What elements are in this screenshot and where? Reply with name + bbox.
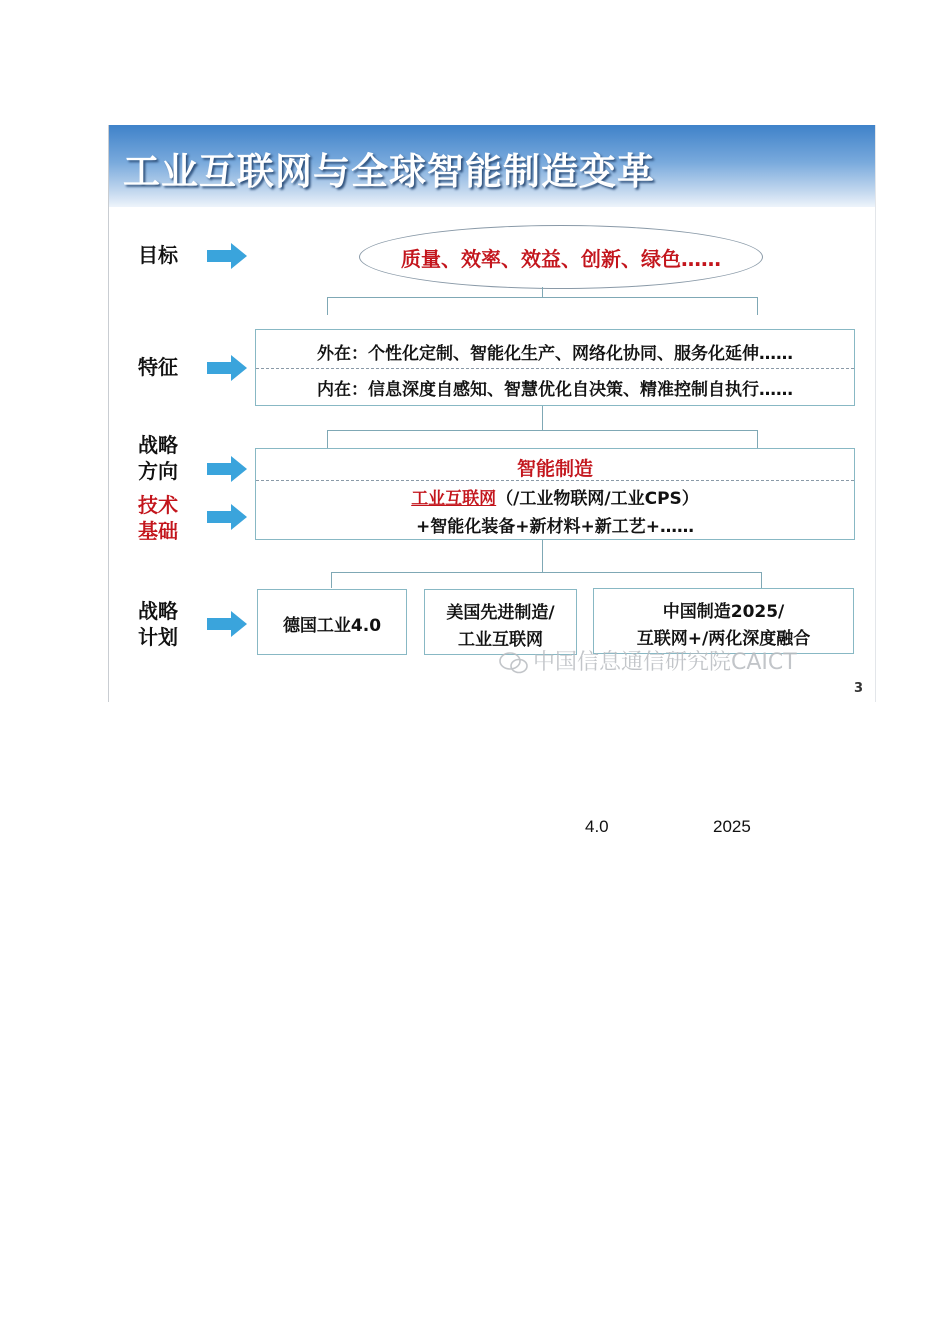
- tech-connector: [331, 572, 762, 588]
- direction-divider: [256, 480, 854, 481]
- goal-content: 质量、效率、效益、创新、绿色……: [401, 247, 721, 271]
- goal-connector: [327, 297, 758, 315]
- direction-arrow-icon: [207, 455, 247, 483]
- tech-arrow-icon: [207, 503, 247, 531]
- tech-label-line2: 基础: [138, 519, 178, 543]
- tech-main-rest: （/工业物联网/工业CPS）: [496, 489, 699, 509]
- slide-watermark: [499, 645, 797, 676]
- slide-image: [108, 125, 876, 702]
- goal-ellipse: [359, 225, 763, 289]
- plan-china-line1: 中国制造2025/: [662, 602, 785, 622]
- caption-number-1: 4.0: [585, 817, 609, 836]
- features-box: [255, 329, 855, 406]
- watermark-text: 中国信息通信研究院CAICT: [533, 650, 797, 675]
- slide-page-number: 3: [853, 681, 863, 696]
- plan-germany-box: [257, 589, 407, 655]
- features-connector: [327, 430, 758, 448]
- features-divider: [256, 368, 854, 369]
- goal-connector-stub: [542, 287, 543, 297]
- tech-label-line1: 技术: [138, 493, 178, 517]
- features-label: 特征: [138, 355, 178, 379]
- direction-label-line1: 战略: [138, 433, 178, 457]
- plan-china-line2: 互联网+/两化深度融合: [636, 629, 811, 649]
- direction-label-line2: 方向: [138, 459, 178, 483]
- goal-arrow-icon: [207, 242, 247, 270]
- plan-usa-line2: 工业互联网: [458, 630, 543, 650]
- plan-arrow-icon: [207, 610, 247, 638]
- slide-title-bar: [109, 125, 875, 207]
- plan-germany: 德国工业4.0: [282, 616, 382, 636]
- plan-label-line1: 战略: [138, 599, 178, 623]
- features-arrow-icon: [207, 354, 247, 382]
- plan-usa-line1: 美国先进制造/: [446, 603, 555, 623]
- direction-content: 智能制造: [516, 458, 593, 480]
- plan-label-line2: 计划: [138, 625, 178, 649]
- caption-number-2: 2025: [713, 817, 751, 836]
- tech-extra: +智能化装备+新材料+新工艺+……: [416, 517, 694, 537]
- goal-label: 目标: [138, 243, 178, 267]
- slide-title: 工业互联网与全球智能制造变革: [123, 150, 655, 193]
- features-internal: 内在：信息深度自感知、智慧优化自决策、精准控制自执行……: [317, 380, 793, 400]
- wechat-icon: [499, 652, 529, 674]
- tech-main-highlight: 工业互联网: [411, 489, 497, 509]
- direction-tech-box: [255, 448, 855, 540]
- tech-main: [256, 484, 854, 509]
- tech-connector-stub: [542, 540, 543, 572]
- features-external: 外在：个性化定制、智能化生产、网络化协同、服务化延伸……: [317, 344, 793, 364]
- features-connector-stub: [542, 406, 543, 430]
